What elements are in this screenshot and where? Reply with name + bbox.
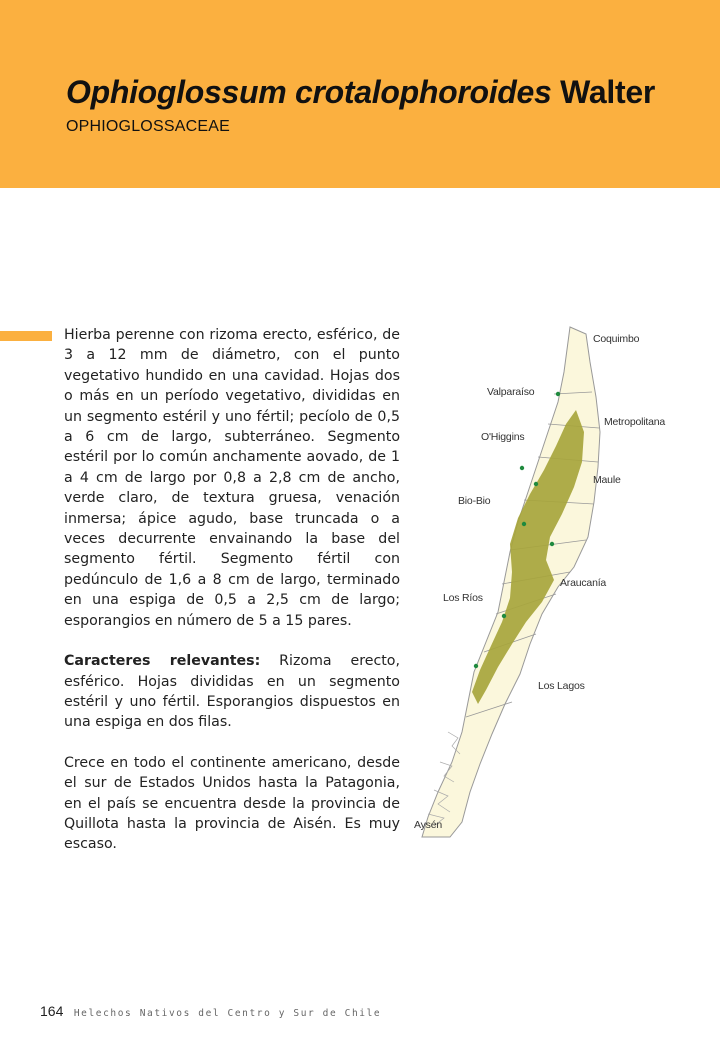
region-label-biobio: Bio-Bio [458,495,491,507]
region-label-aysen: Aysén [414,819,442,831]
relevant-characters-paragraph [64,651,400,733]
distribution-paragraph: Crece en todo el continente americano, desde el sur de Estados Unidos hasta la Patagonia, en el país se encuentra desde la provincia de Quillota hasta la provincia de Aisén. Es muy escaso. [64,754,400,853]
page-number: 164 [40,1003,64,1019]
region-label-coquimbo: Coquimbo [593,333,640,345]
species-description [64,325,400,875]
page-footer [40,1003,381,1021]
species-authority: Walter [560,74,655,110]
region-label-loslagos: Los Lagos [538,680,585,692]
distribution-map [400,322,700,842]
section-marker [0,331,52,341]
relevant-characters-label: Caracteres relevantes: [64,653,261,670]
region-label-metropolitana: Metropolitana [604,416,666,428]
morphology-paragraph: Hierba perenne con rizoma erecto, esférico, de 3 a 12 mm de diámetro, con el punto vegetativo hundido en una cavidad. Hojas dos o más en un período vegetativo, divididas en un segmento estéril y uno fértil; pecíolo de 0,5 a 6 cm de largo, subterráneo. Segmento estéril por lo común anchamente aovado, de 1 a 4 cm de largo por 0,8 a 2,8 cm de ancho, verde claro, de textura gruesa, venación inmersa; ápice agudo, base truncada o a veces decurrente envainando la base del segmento fértil. Segmento fértil con pedúnculo de 1,6 a 8 cm de largo, terminado en una espiga de 0,5 a 2,5 cm de largo; esporangios en número de 5 a 15 pares. [64,327,400,629]
region-label-losrios: Los Ríos [443,592,483,604]
relevant-characters-text: Rizoma erecto, esférico. Hojas divididas en un segmento estéril y uno fértil. Esporangios dispuestos en una espiga en dos filas. [64,653,400,731]
region-label-maule: Maule [593,474,621,486]
species-title [66,74,655,111]
region-label-ohiggins: O'Higgins [481,431,525,443]
scientific-name: Ophioglossum crotalophoroides [66,74,552,110]
family-name: OPHIOGLOSSACEAE [66,118,230,135]
region-label-valparaiso: Valparaíso [487,386,535,398]
map-graphic [400,322,700,842]
book-title: Helechos Nativos del Centro y Sur de Chile [73,1008,382,1019]
region-label-araucania: Araucanía [560,577,607,589]
